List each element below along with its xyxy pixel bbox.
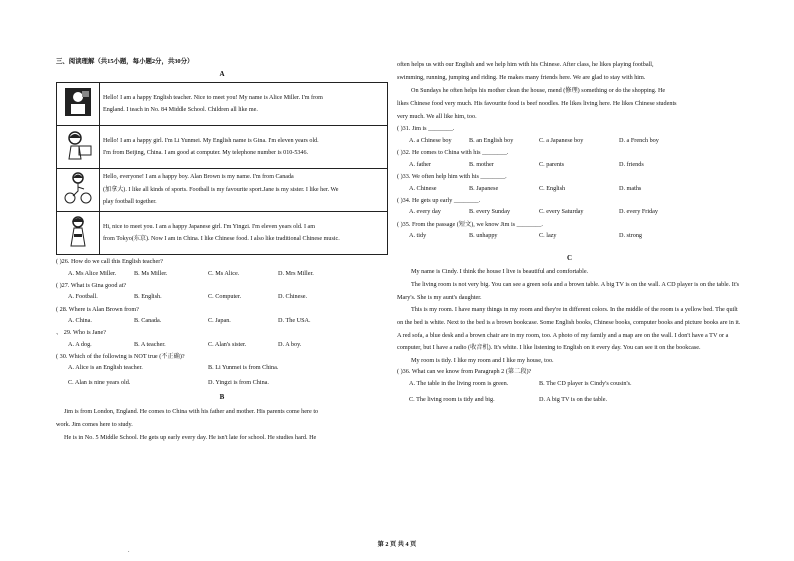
- option-a[interactable]: A. Chinese: [409, 184, 437, 192]
- option-b[interactable]: B. Li Yunmei is from China.: [208, 364, 279, 371]
- option-c[interactable]: C. Alan is nine years old.: [68, 378, 131, 386]
- profile-line: play football together.: [103, 198, 157, 205]
- profile-row: [57, 82, 388, 125]
- option-b[interactable]: B. Japanese: [469, 184, 499, 192]
- question-34: [397, 197, 742, 221]
- profile-line: Hello, everyone! I am a happy boy. Alan Brown is my name. I'm from Canada: [103, 174, 294, 181]
- question-number: ( 28.: [56, 305, 68, 313]
- passage-line: He is in No. 5 Middle School. He gets up early every day. He isn't late for school. He studies hard. He: [64, 433, 317, 441]
- passage-line: work. Jim comes here to study.: [56, 420, 133, 428]
- option-d[interactable]: D. A boy.: [278, 341, 302, 349]
- question-35: [397, 221, 742, 245]
- option-c[interactable]: C. lazy: [539, 232, 557, 240]
- part-b-letter: B: [219, 392, 225, 401]
- option-d[interactable]: D. every Friday: [619, 208, 659, 216]
- right-column: [397, 58, 742, 408]
- profile-line: (加拿大). I like all kinds of sports. Football is my favourite sport.Jane is my sister. I like her. We: [103, 186, 339, 193]
- profile-line: from Tokyo(东京). Now I am in China. I like Chinese food. I also like traditional Chinese music.: [103, 235, 340, 242]
- option-d[interactable]: D. A big TV is on the table.: [539, 395, 608, 403]
- profiles-table: [56, 82, 388, 255]
- passage-line: On Sundays he often helps his mother clean the house, mend (修理) something or do the shopping. He: [411, 87, 666, 95]
- question-number: ( )31.: [397, 125, 411, 133]
- question-29: [56, 329, 388, 353]
- question-number: ( )36.: [397, 367, 411, 375]
- option-c[interactable]: C. Alan's sister.: [208, 341, 247, 349]
- question-32: [397, 149, 742, 173]
- question-30: [56, 353, 388, 391]
- teacher-portrait-icon: [57, 82, 100, 125]
- option-b[interactable]: B. every Sunday: [469, 208, 511, 216]
- option-b[interactable]: B. mother: [469, 160, 494, 168]
- profile-text: [100, 168, 388, 211]
- passage-line: Jim is from London, England. He comes to China with his father and mother. His parents come here to: [64, 407, 319, 415]
- part-b-questions: [397, 125, 742, 244]
- passage-line: swimming, running, jumping and riding. He makes many friends here. We are glad to stay with him.: [397, 74, 646, 82]
- page-footer: 第 2 页 共 4 页: [377, 541, 417, 548]
- option-c[interactable]: C. a Japanese boy: [539, 136, 584, 144]
- option-a[interactable]: A. China.: [68, 317, 92, 325]
- option-d[interactable]: D. a French boy: [619, 136, 659, 144]
- question-text: Jim is ________.: [411, 125, 455, 133]
- option-c[interactable]: C. English: [539, 184, 566, 192]
- question-27: [56, 282, 388, 306]
- passage-line: likes Chinese food very much. His favourite food is beef noodles. He likes living here. He likes Chinese students: [397, 100, 677, 108]
- option-b[interactable]: B. English.: [134, 293, 162, 301]
- part-c-passage: [397, 266, 742, 368]
- part-b-passage-start: [56, 405, 388, 444]
- stray-mark: .: [128, 548, 130, 554]
- question-number: ( )34.: [397, 196, 411, 204]
- option-d[interactable]: D. Mrs Miller.: [278, 269, 314, 277]
- profile-line: Hello! I am a happy English teacher. Nice to meet you! My name is Alice Miller. I'm from: [103, 94, 323, 101]
- part-a-questions: [56, 258, 388, 391]
- option-c[interactable]: C. Computer.: [208, 293, 242, 301]
- passage-paragraph: This is my room. I have many things in my room and they're in different colors. In the middle of the room is a yellow bed. The quilt on the bed is white. Next to the bed is a brown bookcase. Some English books, Chinese books, computer books and picture books are in it. A red sofa, a blue desk and a brown chair are in my room, too. A photo of my family and a map are on the wall. I don't have a TV or a computer, but I have a radio (收音机). It's white. I like listening to English on it every day. You can see it on the bookcase.: [397, 306, 741, 352]
- question-number: ( )26.: [56, 257, 70, 265]
- option-d[interactable]: D. Yingzi is from China.: [208, 378, 269, 386]
- question-text: Who is Jane?: [73, 329, 107, 337]
- question-26: [56, 258, 388, 282]
- option-a[interactable]: A. Ms Alice Miller.: [68, 269, 117, 277]
- question-number: ( )27.: [56, 281, 70, 289]
- option-a[interactable]: A. The table in the living room is green.: [409, 379, 509, 387]
- option-a[interactable]: A. Football.: [68, 293, 98, 301]
- part-c-letter: C: [566, 254, 573, 263]
- option-b[interactable]: B. unhappy: [469, 232, 498, 240]
- part-b-passage-cont: [397, 58, 742, 123]
- question-text: Where is Alan Brown from?: [68, 305, 139, 313]
- option-b[interactable]: B. Ms Miller.: [134, 269, 168, 277]
- question-number: ( 30.: [56, 353, 68, 361]
- profile-text: [100, 125, 388, 168]
- option-d[interactable]: D. The USA.: [278, 317, 311, 325]
- question-number: ( )32.: [397, 148, 411, 156]
- option-a[interactable]: A. Alice is an English teacher.: [68, 364, 143, 371]
- question-number: ( )33.: [397, 172, 411, 180]
- option-b[interactable]: B. an English boy: [469, 136, 514, 144]
- option-b[interactable]: B. Canada.: [134, 317, 162, 325]
- question-31: [397, 125, 742, 149]
- boy-bicycle-icon: [57, 168, 100, 211]
- option-a[interactable]: A. a Chinese boy: [409, 136, 452, 144]
- profile-text: [100, 82, 388, 125]
- question-text: What is Gina good at?: [70, 281, 127, 289]
- option-c[interactable]: C. The living room is tidy and big.: [409, 395, 495, 403]
- profile-line: England. I teach in No. 84 Middle School. Children all like me.: [103, 106, 258, 113]
- question-text: From the passage (短文), we know Jim is ________.: [411, 220, 543, 228]
- left-column: [56, 58, 388, 444]
- option-d[interactable]: D. strong: [619, 232, 643, 240]
- passage-paragraph: My room is tidy. I like my room and I like my house, too.: [411, 357, 554, 365]
- question-number: 、 29.: [56, 329, 72, 337]
- question-text: We often help him with his ________.: [411, 172, 507, 180]
- option-a[interactable]: A. every day: [409, 208, 441, 216]
- option-b[interactable]: B. A teacher.: [134, 341, 166, 349]
- option-d[interactable]: D. friends: [619, 160, 644, 168]
- question-text: What can we know from Paragraph 2 (第二段)?: [411, 367, 532, 375]
- question-text: He gets up early ________.: [411, 196, 481, 204]
- question-28: [56, 306, 388, 330]
- option-b[interactable]: B. The CD player is Cindy's cousin's.: [539, 379, 632, 387]
- profile-row: [57, 211, 388, 254]
- option-a[interactable]: A. A dog.: [68, 341, 92, 349]
- girl-computer-icon: [57, 125, 100, 168]
- question-number: ( )35.: [397, 220, 411, 228]
- passage-line: very much. We all like him, too.: [397, 113, 477, 121]
- passage-paragraph: The living room is not very big. You can see a green sofa and a brown table. A big TV is on the wall. A CD player is on the table. It's Mary's. She is my aunt's daughter.: [397, 280, 740, 301]
- profile-row: [57, 168, 388, 211]
- profile-line: Hello! I am a happy girl. I'm Li Yunmei. My English name is Gina. I'm eleven years old.: [103, 137, 319, 144]
- profile-text: [100, 211, 388, 254]
- option-c[interactable]: C. Ms Alice.: [208, 269, 240, 277]
- option-c[interactable]: C. every Saturday: [539, 208, 584, 216]
- question-text: How do we call this English teacher?: [70, 257, 164, 265]
- section-title: 三、阅读理解（共15小题，每小题2分，共30分）: [56, 58, 194, 65]
- profile-line: I'm from Beijing, China. I am good at computer. My telephone number is 010-5346.: [103, 149, 309, 156]
- passage-paragraph: My name is Cindy. I think the house I live is beautiful and comfortable.: [411, 268, 589, 276]
- question-text: He comes to China with his ________.: [411, 148, 509, 156]
- question-33: [397, 173, 742, 197]
- question-text: Which of the following is NOT true (不正确)?: [68, 353, 185, 361]
- option-a[interactable]: A. father: [409, 160, 431, 168]
- option-c[interactable]: C. Japan.: [208, 317, 231, 325]
- passage-line: often helps us with our English and we help him with his Chinese. After class, he likes playing football,: [397, 61, 654, 68]
- option-a[interactable]: A. tidy: [409, 232, 427, 240]
- profile-line: Hi, nice to meet you. I am a happy Japanese girl. I'm Yingzi. I'm eleven years old. I am: [103, 223, 315, 230]
- girl-kimono-icon: [57, 211, 100, 254]
- question-36: [397, 368, 742, 408]
- profile-row: [57, 125, 388, 168]
- option-c[interactable]: C. parents: [539, 160, 565, 168]
- option-d[interactable]: D. maths: [619, 184, 642, 192]
- part-a-letter: A: [219, 70, 225, 78]
- option-d[interactable]: D. Chinese.: [278, 293, 308, 301]
